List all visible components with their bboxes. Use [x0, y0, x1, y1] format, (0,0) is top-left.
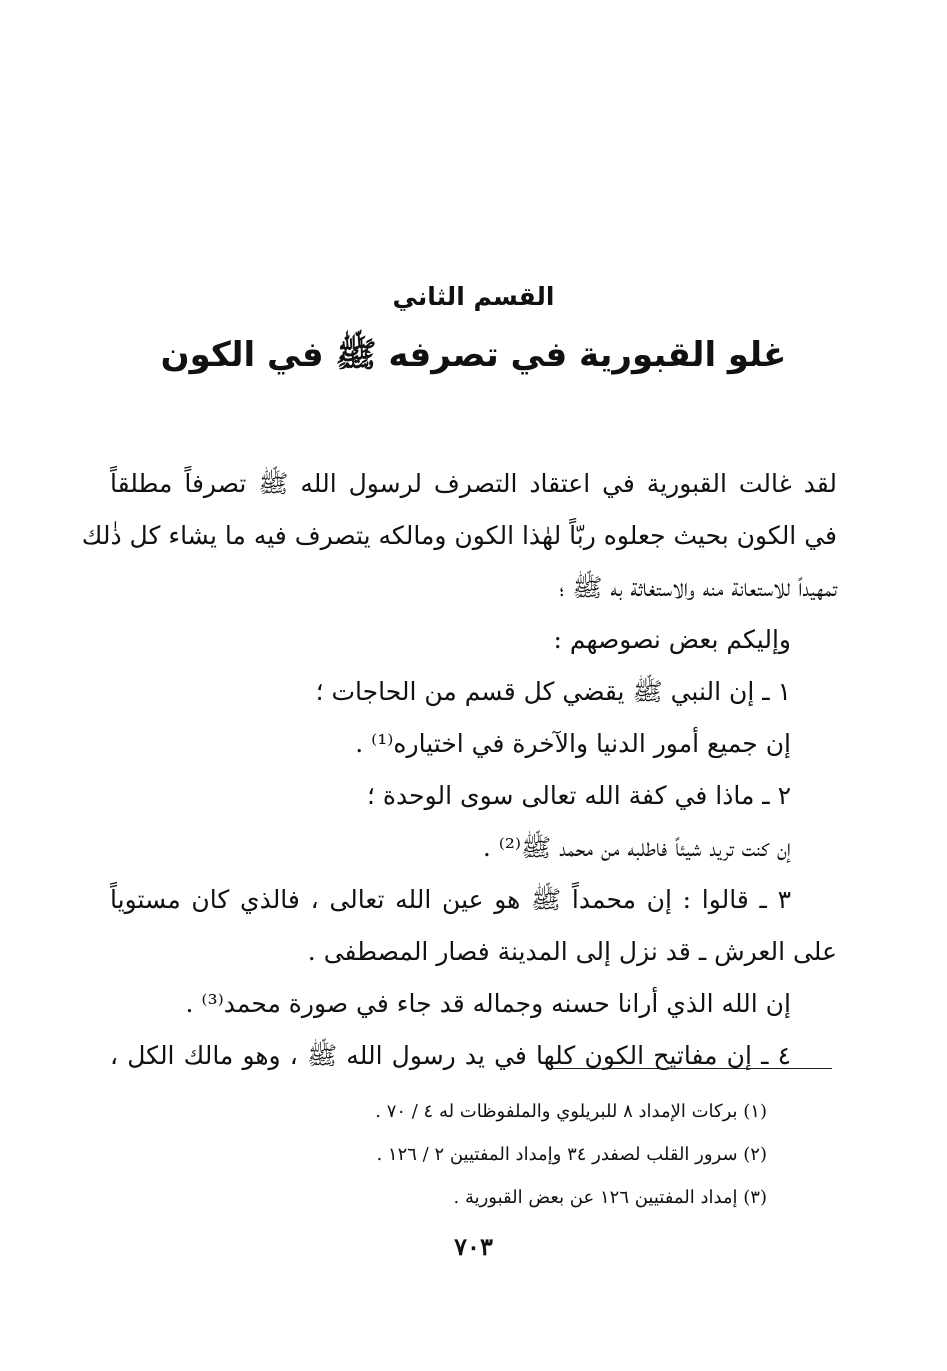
body-line: إن جميع أمور الدنيا والآخرة في اختياره⁽¹⁾ . — [355, 729, 791, 758]
body-line: إن كنت تريد شيئاً فاطلبه من محمد ﷺ⁽²⁾ . — [482, 833, 791, 862]
footnote: (٢) سرور القلب لصفدر ٣٤ وإمداد المفتيين ٢ / ١٢٦ . — [376, 1144, 767, 1165]
chapter-title: غلو القبورية في تصرفه ﷺ في الكون — [160, 335, 787, 375]
page-number: ٧٠٣ — [454, 1232, 493, 1261]
footnote-divider — [550, 1068, 832, 1069]
body-line: إن الله الذي أرانا حسنه وجماله قد جاء في صورة محمد⁽³⁾ . — [185, 989, 791, 1018]
body-line: على العرش ـ قد نزل إلى المدينة فصار المصطفى . — [307, 937, 837, 966]
body-line: تمهيداً للاستعانة منه والاستغاثة به ﷺ ؛ — [559, 573, 837, 602]
body-line: ١ ـ إن النبي ﷺ يقضي كل قسم من الحاجات ؛ — [315, 677, 791, 706]
footnote: (١) بركات الإمداد ٨ للبريلوي والملفوظات له ٤ / ٧٠ . — [375, 1101, 767, 1122]
body-line: ٤ ـ إن مفاتيح الكون كلها في يد رسول الله ﷺ ، وهو مالك الكل ، — [110, 1041, 791, 1070]
body-line: ٢ ـ ماذا في كفة الله تعالى سوى الوحدة ؛ — [367, 781, 791, 810]
body-line: لقد غالت القبورية في اعتقاد التصرف لرسول الله ﷺ تصرفاً مطلقاً — [110, 469, 837, 498]
body-line: في الكون بحيث جعلوه ربّاً لهٰذا الكون ومالكه يتصرف فيه ما يشاء كل ذٰلك — [81, 521, 837, 550]
body-line: ٣ ـ قالوا : إن محمداً ﷺ هو عين الله تعالى ، فالذي كان مستوياً — [110, 885, 791, 914]
footnote: (٣) إمداد المفتيين ١٢٦ عن بعض القبورية . — [453, 1187, 767, 1208]
section-label: القسم الثاني — [392, 282, 555, 311]
body-text — [81, 458, 837, 1082]
body-line: وإليكم بعض نصوصهم : — [553, 625, 791, 654]
footnotes — [375, 1090, 767, 1219]
